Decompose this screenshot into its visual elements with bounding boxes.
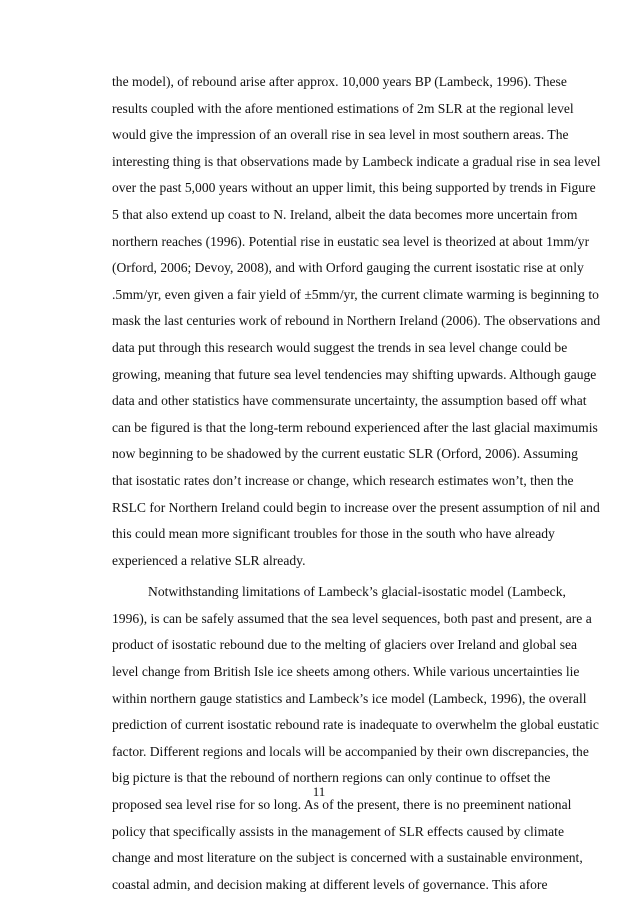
text-line: data and other statistics have commensurate uncertainty, the assumption based off what [112,393,587,409]
text-line: results coupled with the afore mentioned estimations of 2m SLR at the regional level [112,100,574,116]
text-line: interesting thing is that observations made by Lambeck indicate a gradual rise in sea level [112,153,601,169]
text-line: factor. Different regions and locals will be accompanied by their own discrepancies, the [112,743,589,759]
text-line: northern reaches (1996). Potential rise in eustatic sea level is theorized at about 1mm/yr [112,233,590,249]
text-line: Notwithstanding limitations of Lambeck’s glacial-isostatic model (Lambeck, [148,584,566,600]
text-line: within northern gauge statistics and Lambeck’s ice model (Lambeck, 1996), the overall [112,690,587,706]
text-line: would give the impression of an overall rise in sea level in most southern areas. The [112,127,569,143]
text-line: 1996), is can be safely assumed that the sea level sequences, both past and present, are a [112,610,592,626]
text-line: proposed sea level rise for so long. As of the present, there is no preeminent national [112,797,572,813]
text-line: data put through this research would suggest the trends in sea level change could be [112,339,568,355]
text-line: RSLC for Northern Ireland could begin to increase over the present assumption of nil and [112,499,600,515]
text-line: over the past 5,000 years without an upper limit, this being supported by trends in Figure [112,180,596,196]
paragraph-2 [112,579,599,898]
text-line: level change from British Isle ice sheets among others. While various uncertainties lie [112,664,580,680]
text-line: coastal admin, and decision making at different levels of governance. This afore [112,876,548,892]
text-line: prediction of current isostatic rebound rate is inadequate to overwhelm the global eustatic [112,717,599,733]
text-line: this could mean more significant troubles for those in the south who have already [112,526,555,542]
text-line: change and most literature on the subject is concerned with a sustainable environment, [112,850,583,866]
text-line: product of isostatic rebound due to the melting of glaciers over Ireland and global sea [112,637,578,653]
page-number: 11 [312,784,326,799]
text-line: now beginning to be shadowed by the current eustatic SLR (Orford, 2006). Assuming [112,446,578,462]
text-line: policy that specifically assists in the management of SLR effects caused by climate [112,823,564,839]
text-line: mask the last centuries work of rebound in Northern Ireland (2006). The observations and [112,313,601,329]
text-line: big picture is that the rebound of northern regions can only continue to offset the [112,770,551,786]
body-text [112,69,601,898]
text-line: (Orford, 2006; Devoy, 2008), and with Orford gauging the current isostatic rise at only [112,260,584,276]
text-line: growing, meaning that future sea level tendencies may shifting upwards. Although gauge [112,366,597,382]
text-line: .5mm/yr, even given a fair yield of ±5mm/yr, the current climate warming is beginning to [112,286,599,302]
paragraph-1 [112,69,601,574]
text-line: 5 that also extend up coast to N. Ireland, albeit the data becomes more uncertain from [112,206,578,222]
text-line: experienced a relative SLR already. [112,552,306,568]
text-line: that isostatic rates don’t increase or change, which research estimates won’t, then the [112,472,574,488]
text-line: can be figured is that the long-term rebound experienced after the last glacial maximumis [112,419,598,435]
text-line: the model), of rebound arise after approx. 10,000 years BP (Lambeck, 1996). These [112,74,567,89]
